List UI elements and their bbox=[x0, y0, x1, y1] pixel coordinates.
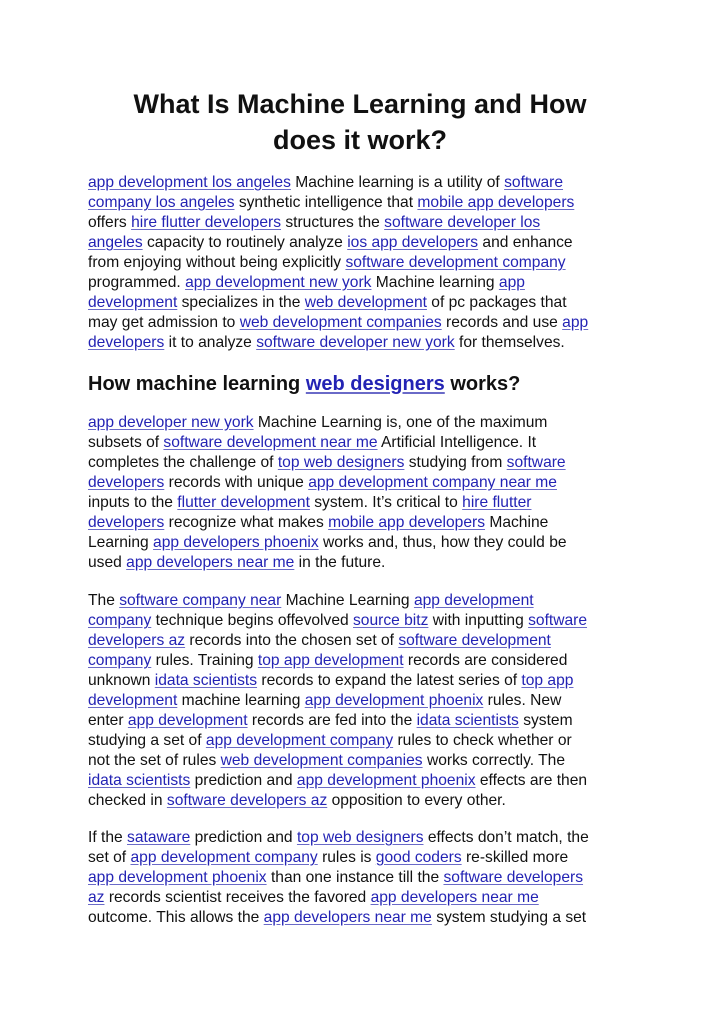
inline-link[interactable]: web development companies bbox=[220, 752, 423, 769]
inline-link[interactable]: app development bbox=[413, 592, 534, 609]
inline-link[interactable]: ios app developers bbox=[347, 234, 479, 251]
text-line bbox=[88, 553, 648, 573]
inline-link[interactable]: app developers near me bbox=[126, 554, 295, 571]
body-text: machine learning bbox=[177, 692, 305, 709]
inline-link[interactable]: development bbox=[88, 294, 178, 311]
inline-link[interactable]: idata scientists bbox=[154, 672, 258, 689]
inline-link[interactable]: top web designers bbox=[277, 454, 405, 471]
inline-link[interactable]: software development near me bbox=[163, 434, 378, 451]
heading-link[interactable]: web designers bbox=[305, 373, 445, 395]
inline-link[interactable]: flutter development bbox=[177, 494, 310, 511]
text-line bbox=[88, 533, 648, 553]
inline-link[interactable]: app development los angeles bbox=[88, 174, 291, 191]
inline-link[interactable]: app developers near me bbox=[263, 909, 432, 926]
body-text: rules is bbox=[317, 849, 376, 866]
body-text: from enjoying without being explicitly bbox=[88, 254, 346, 271]
text-line bbox=[88, 591, 648, 611]
text-line bbox=[88, 193, 648, 213]
body-text: rules. Training bbox=[151, 652, 258, 669]
text-line bbox=[88, 731, 648, 751]
text-line bbox=[88, 253, 648, 273]
paragraph-technique bbox=[88, 591, 648, 811]
inline-link[interactable]: developers bbox=[88, 334, 165, 351]
inline-link[interactable]: app developers phoenix bbox=[153, 534, 319, 551]
inline-link[interactable]: web development companies bbox=[239, 314, 442, 331]
body-text: records scientist receives the favored bbox=[104, 889, 371, 906]
body-text: If the bbox=[88, 829, 128, 846]
body-text: records to expand the latest series of bbox=[257, 672, 522, 689]
text-line bbox=[88, 868, 648, 888]
inline-link[interactable]: idata scientists bbox=[416, 712, 519, 729]
text-line bbox=[88, 213, 648, 233]
inline-link[interactable]: app developers near me bbox=[370, 889, 539, 906]
body-text: Machine learning is a utility of bbox=[290, 174, 505, 191]
body-text: records with unique bbox=[164, 474, 309, 491]
text-line bbox=[88, 651, 648, 671]
inline-link[interactable]: hire flutter developers bbox=[131, 214, 282, 231]
page-title bbox=[0, 86, 720, 158]
heading-text: How machine learning bbox=[88, 373, 306, 395]
inline-link[interactable]: app development phoenix bbox=[296, 772, 476, 789]
body-text: prediction and bbox=[190, 829, 297, 846]
text-line bbox=[88, 888, 648, 908]
text-line bbox=[88, 453, 648, 473]
inline-link[interactable]: developers bbox=[88, 474, 165, 491]
text-line bbox=[88, 791, 648, 811]
text-line bbox=[88, 908, 648, 928]
inline-link[interactable]: software development company bbox=[345, 254, 566, 271]
body-text: of pc packages that bbox=[426, 294, 567, 311]
inline-link[interactable]: app bbox=[498, 274, 525, 291]
body-text: records are considered bbox=[403, 652, 568, 669]
inline-link[interactable]: app development new york bbox=[185, 274, 372, 291]
inline-link[interactable]: angeles bbox=[88, 234, 143, 251]
inline-link[interactable]: app bbox=[562, 314, 589, 331]
text-line bbox=[88, 493, 648, 513]
body-text: Machine learning bbox=[371, 274, 499, 291]
inline-link[interactable]: source bitz bbox=[353, 612, 429, 629]
paragraph-retraining bbox=[88, 828, 648, 928]
inline-link[interactable]: developers az bbox=[88, 632, 186, 649]
title-line: What Is Machine Learning and How bbox=[133, 89, 587, 119]
body-text: effects don’t match, the bbox=[423, 829, 589, 846]
text-line bbox=[88, 413, 648, 433]
body-text: not the set of rules bbox=[88, 752, 221, 769]
body-text: works correctly. The bbox=[422, 752, 566, 769]
text-line bbox=[88, 273, 648, 293]
body-text: subsets of bbox=[88, 434, 164, 451]
inline-link[interactable]: software bbox=[506, 454, 566, 471]
inline-link[interactable]: software developers az bbox=[166, 792, 328, 809]
heading-text: works? bbox=[444, 373, 521, 395]
text-line bbox=[88, 513, 648, 533]
body-text: system studying a set bbox=[431, 909, 587, 926]
text-line bbox=[88, 771, 648, 791]
body-text: system. It’s critical to bbox=[309, 494, 463, 511]
body-text: records and use bbox=[441, 314, 563, 331]
inline-link[interactable]: app development company near me bbox=[308, 474, 557, 491]
text-line bbox=[88, 691, 648, 711]
body-text: Learning bbox=[88, 534, 154, 551]
text-line bbox=[88, 473, 648, 493]
inline-link[interactable]: good coders bbox=[375, 849, 462, 866]
inline-link[interactable]: az bbox=[88, 889, 105, 906]
inline-link[interactable]: company los angeles bbox=[88, 194, 235, 211]
inline-link[interactable]: app development company bbox=[130, 849, 318, 866]
inline-link[interactable]: software developer los bbox=[384, 214, 541, 231]
text-line bbox=[88, 631, 648, 651]
paragraph-intro bbox=[88, 173, 648, 353]
body-text: records are fed into the bbox=[247, 712, 417, 729]
text-line bbox=[88, 333, 648, 353]
body-text: for themselves. bbox=[454, 334, 565, 351]
body-text: structures the bbox=[281, 214, 385, 231]
body-text: inputs to the bbox=[88, 494, 178, 511]
body-text: unknown bbox=[88, 672, 155, 689]
body-text: programmed. bbox=[88, 274, 186, 291]
body-text: studying a set of bbox=[88, 732, 206, 749]
paragraph-how-it-works bbox=[88, 413, 648, 573]
body-text: completes the challenge of bbox=[88, 454, 278, 471]
inline-link[interactable]: idata scientists bbox=[88, 772, 191, 789]
inline-link[interactable]: software development bbox=[398, 632, 551, 649]
inline-link[interactable]: company bbox=[88, 652, 152, 669]
inline-link[interactable]: top web designers bbox=[296, 829, 424, 846]
text-line bbox=[88, 828, 648, 848]
inline-link[interactable]: app development company bbox=[205, 732, 394, 749]
text-line bbox=[88, 711, 648, 731]
inline-link[interactable]: software company near bbox=[119, 592, 282, 609]
inline-link[interactable]: developers bbox=[88, 514, 165, 531]
inline-link[interactable]: development bbox=[88, 692, 178, 709]
text-line bbox=[88, 671, 648, 691]
body-text: outcome. This allows the bbox=[88, 909, 264, 926]
inline-link[interactable]: app development phoenix bbox=[304, 692, 484, 709]
title-line: does it work? bbox=[272, 125, 448, 155]
inline-link[interactable]: software bbox=[504, 174, 564, 191]
body-text: than one instance till the bbox=[266, 869, 444, 886]
body-text: studying from bbox=[404, 454, 507, 471]
inline-link[interactable]: web development bbox=[304, 294, 427, 311]
body-text: and enhance bbox=[478, 234, 573, 251]
section-heading bbox=[88, 371, 520, 397]
body-text: recognize what makes bbox=[164, 514, 329, 531]
inline-link[interactable]: mobile app developers bbox=[417, 194, 575, 211]
inline-link[interactable]: top app development bbox=[257, 652, 404, 669]
text-line bbox=[88, 313, 648, 333]
body-text: effects are then bbox=[475, 772, 588, 789]
body-text: Machine Learning bbox=[281, 592, 414, 609]
inline-link[interactable]: hire flutter bbox=[462, 494, 532, 511]
body-text: specializes in the bbox=[177, 294, 305, 311]
body-text: opposition to every other. bbox=[327, 792, 506, 809]
body-text: may get admission to bbox=[88, 314, 240, 331]
body-text: checked in bbox=[88, 792, 167, 809]
body-text: it to analyze bbox=[164, 334, 257, 351]
inline-link[interactable]: app development phoenix bbox=[88, 869, 267, 886]
body-text: enter bbox=[88, 712, 128, 729]
text-line bbox=[88, 293, 648, 313]
body-text: used bbox=[88, 554, 127, 571]
text-line bbox=[88, 751, 648, 771]
inline-link[interactable]: mobile app developers bbox=[328, 514, 486, 531]
inline-link[interactable]: app developer new york bbox=[88, 414, 254, 431]
body-text: Machine bbox=[485, 514, 549, 531]
body-text: synthetic intelligence that bbox=[234, 194, 418, 211]
body-text: technique begins offevolved bbox=[151, 612, 353, 629]
body-text: offers bbox=[88, 214, 132, 231]
text-line bbox=[88, 433, 648, 453]
body-text: set of bbox=[88, 849, 131, 866]
inline-link[interactable]: software developer new york bbox=[256, 334, 455, 351]
body-text: records into the chosen set of bbox=[185, 632, 399, 649]
body-text: capacity to routinely analyze bbox=[142, 234, 348, 251]
inline-link[interactable]: company bbox=[88, 612, 152, 629]
text-line bbox=[88, 233, 648, 253]
body-text: rules to check whether or bbox=[393, 732, 572, 749]
text-line bbox=[88, 173, 648, 193]
body-text: in the future. bbox=[294, 554, 386, 571]
body-text: Artificial Intelligence. It bbox=[377, 434, 537, 451]
text-line bbox=[88, 848, 648, 868]
body-text: with inputting bbox=[428, 612, 529, 629]
inline-link[interactable]: software bbox=[528, 612, 588, 629]
body-text: works and, thus, how they could be bbox=[318, 534, 567, 551]
body-text: rules. New bbox=[483, 692, 562, 709]
text-line bbox=[88, 611, 648, 631]
inline-link[interactable]: software developers bbox=[443, 869, 584, 886]
inline-link[interactable]: sataware bbox=[127, 829, 191, 846]
body-text: re-skilled more bbox=[461, 849, 569, 866]
body-text: prediction and bbox=[190, 772, 297, 789]
body-text: system bbox=[518, 712, 573, 729]
body-text: Machine Learning is, one of the maximum bbox=[253, 414, 548, 431]
inline-link[interactable]: app development bbox=[127, 712, 248, 729]
inline-link[interactable]: top app bbox=[521, 672, 574, 689]
body-text: The bbox=[88, 592, 120, 609]
